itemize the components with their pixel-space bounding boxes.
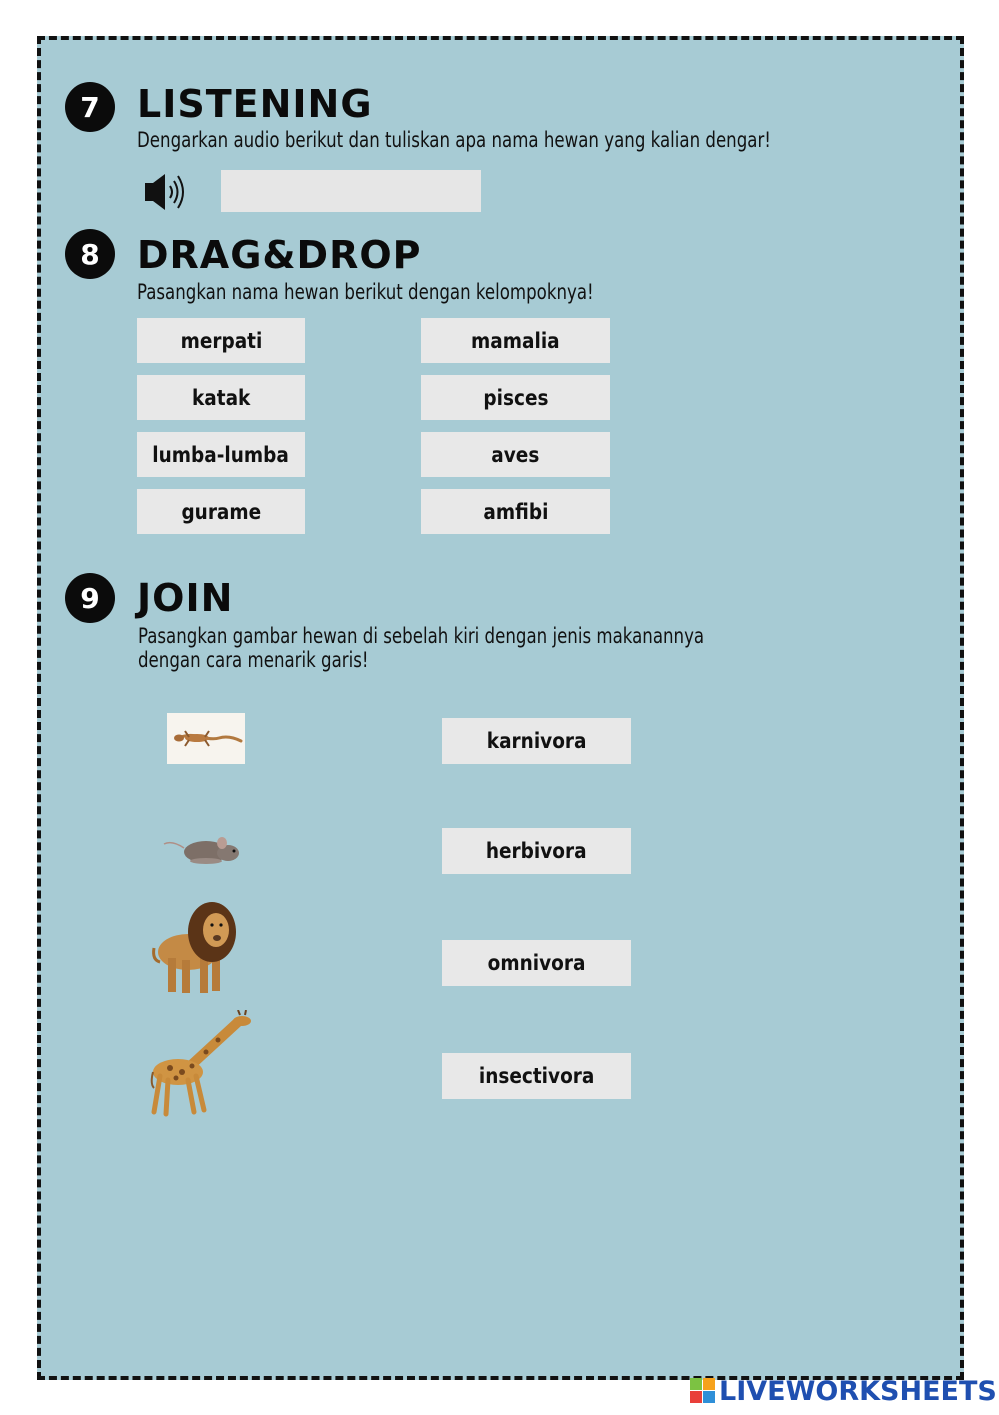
drag-item-gurame[interactable]: gurame	[137, 489, 305, 534]
drop-target-pisces[interactable]: pisces	[421, 375, 610, 420]
join-target-herbivora[interactable]: herbivora	[442, 828, 631, 874]
gecko-image[interactable]	[167, 713, 245, 764]
dragdrop-heading: DRAG&DROP	[137, 233, 422, 277]
join-target-omnivora[interactable]: omnivora	[442, 940, 631, 986]
listening-instruction: Dengarkan audio berikut dan tuliskan apa nama hewan yang kalian dengar!	[137, 128, 771, 152]
dragdrop-instruction: Pasangkan nama hewan berikut dengan kelompoknya!	[137, 280, 594, 304]
lion-image[interactable]	[150, 900, 240, 997]
logo-text: LIVEWORKSHEETS	[719, 1375, 997, 1407]
liveworksheets-logo	[690, 1376, 997, 1406]
logo-grid-icon	[690, 1378, 716, 1404]
join-instruction-line1: Pasangkan gambar hewan di sebelah kiri dengan jenis makanannya	[138, 624, 705, 648]
drop-target-mamalia[interactable]: mamalia	[421, 318, 610, 363]
section-number-8: 8	[65, 229, 115, 279]
section-number-7: 7	[65, 82, 115, 132]
listening-answer-input[interactable]	[221, 170, 481, 212]
drag-item-lumba-lumba[interactable]: lumba-lumba	[137, 432, 305, 477]
drop-target-aves[interactable]: aves	[421, 432, 610, 477]
section-number-9: 9	[65, 573, 115, 623]
giraffe-image[interactable]	[150, 1010, 256, 1117]
join-target-karnivora[interactable]: karnivora	[442, 718, 631, 764]
listening-heading: LISTENING	[137, 82, 373, 126]
mouse-image[interactable]	[162, 830, 244, 870]
join-target-insectivora[interactable]: insectivora	[442, 1053, 631, 1099]
drag-item-merpati[interactable]: merpati	[137, 318, 305, 363]
join-heading: JOIN	[137, 576, 234, 620]
drag-item-katak[interactable]: katak	[137, 375, 305, 420]
drop-target-amfibi[interactable]: amfibi	[421, 489, 610, 534]
speaker-icon[interactable]	[143, 170, 193, 214]
join-instruction-line2: dengan cara menarik garis!	[138, 648, 369, 672]
